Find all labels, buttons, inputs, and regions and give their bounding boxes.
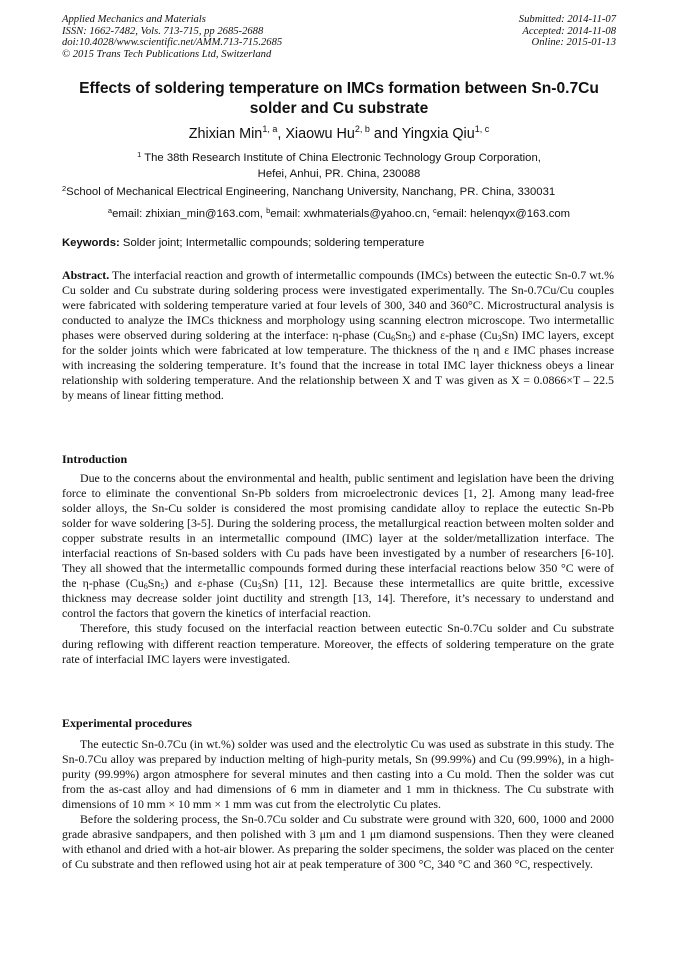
introduction-body: [62, 471, 614, 667]
abstract-text: Sn) IMC layers, except for the solder joints which were fabricated at low temperature. The thickness of the η and ε IMC phases increase with increasing the soldering temperature. It’s found that the increase in total IMC layer thickness obeys a linear relationship with soldering temperature. And the relationship between X and T was given as X = 0.0866×T – 22.5 by means of linear fitting method.: [62, 328, 614, 403]
paragraph-text: Due to the concerns about the environmental and health, public sentiment and legislation have been the driving force to eliminate the conventional Sn-Pb solders from microelectronic devices [1, 2]. Among many lead-free solder alloys, the Sn-Cu solder is considered the most promising candidate alloy to replace the eutectic Sn-Pb solder for wave soldering [3-5]. During the soldering process, the metallurgical reaction between molten solder and copper substrate results in an intermetallic compound (IMC) layer at the solder/metallization interface. The interfacial reactions of Sn-based solders with Cu pads have been investigated by a number of researchers [6-10]. They all showed that the intermetallic compounds formed during these interfacial reactions below 350 °C were of the η-phase (Cu: [62, 471, 614, 591]
subscript: 5: [407, 334, 412, 344]
issn-line: ISSN: 1662-7482, Vols. 713-715, pp 2685-2688: [62, 25, 264, 37]
abstract-text: Sn: [395, 328, 408, 343]
keywords-label: Keywords:: [62, 237, 120, 249]
email-mark: c: [433, 206, 437, 215]
paragraph-text: Sn) [11, 12]. Because these intermetallics are quite brittle, excessive thickness may decrease solder joint ductility and strength [13, 14]. Therefore, it’s necessary to understand and control the factors that govern the kinetics of interfacial reaction.: [62, 576, 614, 621]
subscript: 3: [257, 582, 262, 592]
affiliation-mark: 1: [137, 150, 142, 159]
journal-name: Applied Mechanics and Materials: [62, 14, 206, 25]
abstract-text: The interfacial reaction and growth of intermetallic compounds (IMCs) between the eutectic Sn-0.7 wt.% Cu solder and Cu substrate during soldering process were investigated experimentally. The Sn-0.7Cu/Cu couples were fabricated with soldering temperature varied at four levels of 300, 340 and 360°C. Microstructural analysis is conducted to analyze the IMCs thickness and morphology using scanning electron microscope. Two intermetallic phases were observed during soldering at the interface: η-phase (Cu: [62, 268, 614, 343]
copyright-line: © 2015 Trans Tech Publications Ltd, Switzerland: [62, 48, 272, 60]
journal-info: [62, 14, 282, 60]
author-name: Xiaowu Hu: [285, 126, 355, 142]
email-address: email: zhixian_min@163.com,: [112, 208, 267, 220]
section-heading-introduction: Introduction: [62, 452, 128, 466]
keywords-text: Solder joint; Intermetallic compounds; soldering temperature: [119, 237, 425, 249]
abstract-label: Abstract.: [62, 268, 110, 282]
subscript: 3: [497, 334, 502, 344]
abstract-text: ) and ε-phase (Cu: [411, 328, 498, 343]
accepted-date: Accepted: 2014-11-08: [522, 25, 616, 37]
email-mark: a: [107, 206, 113, 215]
submitted-date: Submitted: 2014-11-07: [518, 14, 616, 25]
subscript: 6: [391, 334, 396, 344]
paper-title: Effects of soldering temperature on IMCs formation between Sn-0.7Cu solder and Cu substrate: [79, 80, 599, 117]
author-name: Zhixian Min: [188, 126, 263, 142]
abstract: [62, 268, 614, 403]
author-separator: and: [369, 126, 402, 142]
paragraph-text: ) and ε-phase (Cu: [164, 576, 258, 591]
keywords: [62, 236, 424, 250]
abstract-paragraph: [62, 268, 614, 403]
subscript: 5: [160, 582, 165, 592]
affiliation-text: School of Mechanical Electrical Engineering, Nanchang University, Nanchang, PR. China, 330031: [66, 186, 556, 198]
paragraph-text: Sn: [147, 576, 161, 591]
author-list: [40, 125, 638, 143]
email-address: email: helenqyx@163.com: [436, 208, 571, 220]
paragraph: Therefore, this study focused on the interfacial reaction between eutectic Sn-0.7Cu solder and Cu substrate during reflowing with different reaction temperature. Moreover, the effects of soldering temperature on the grate rate of interfacial IMC layers were investigated.: [62, 621, 614, 666]
email-line: [40, 206, 638, 222]
subscript: 6: [143, 582, 148, 592]
email-address: email: xwhmaterials@yahoo.cn,: [270, 208, 434, 220]
section-heading-experimental: Experimental procedures: [62, 716, 192, 730]
affiliation-text: Hefei, Anhui, PR. China, 230088: [257, 168, 421, 180]
email-mark: b: [266, 206, 271, 215]
online-date: Online: 2015-01-13: [531, 37, 616, 49]
affiliation-1: [40, 150, 638, 182]
author-affiliation-mark: 2, b: [354, 124, 370, 134]
doi-line: doi:10.4028/www.scientific.net/AMM.713-715.2685: [62, 37, 283, 49]
affiliation-text: The 38th Research Institute of China Electronic Technology Group Corporation,: [141, 152, 541, 164]
paragraph: [62, 471, 614, 621]
author-name: Yingxia Qiu: [401, 126, 475, 142]
author-affiliation-mark: 1, a: [262, 124, 278, 134]
submission-dates: [519, 14, 616, 49]
experimental-body: [62, 737, 614, 872]
author-affiliation-mark: 1, c: [474, 124, 490, 134]
paragraph: Before the soldering process, the Sn-0.7Cu solder and Cu substrate were ground with 320, 600, 1000 and 2000 grade abrasive sandpapers, and then polished with 3 μm and 1 μm diamond suspensions. Then they were cleaned with ethanol and dried with a hot-air blower. As preparing the solder specimens, the solder was placed on the center of Cu substrate and then reflowed using hot air at peak temperature of 300 °C, 340 °C and 360 °C, respectively.: [62, 812, 614, 872]
paragraph: The eutectic Sn-0.7Cu (in wt.%) solder was used and the electrolytic Cu was used as substrate in this study. The Sn-0.7Cu alloy was prepared by induction melting of high-purity metals, Sn (99.99%) and Cu (99.99%), in a high-purity (99.99%) argon atmosphere for several minutes and then casting into a Cu mold. Then the solder was cut from the as-cast alloy and had dimensions of 6 mm in diameter and 1 mm in thickness. The Cu substrate with dimensions of 10 mm × 10 mm × 1 mm was cut from the electrolytic Cu plates.: [62, 737, 614, 812]
affiliation-mark: 2: [62, 184, 67, 193]
author-separator: ,: [277, 126, 286, 142]
affiliation-2: [62, 184, 555, 200]
